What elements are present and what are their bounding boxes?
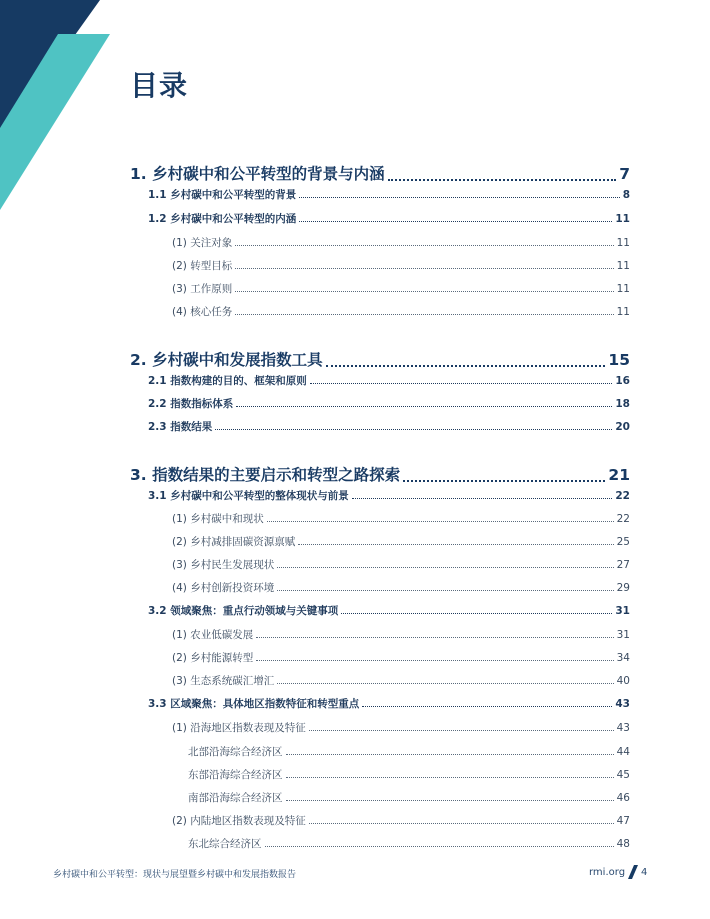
toc-entry-label: 2.1 指数构建的目的、框架和原则 [148,375,307,387]
toc-entry[interactable] [172,258,630,273]
toc-entry-label: 1.1 乡村碳中和公平转型的背景 [148,189,297,201]
footer-page-info [589,865,647,879]
toc-entry-page: 22 [615,490,630,502]
toc-leader-dots [236,406,612,407]
toc-leader-dots [326,365,606,367]
toc-leader-dots [286,754,614,755]
toc-leader-dots [388,179,617,181]
toc-entry[interactable] [172,511,630,526]
toc-entry[interactable] [148,187,630,202]
toc-entry-label: (3) 工作原则 [172,283,233,295]
corner-decoration [0,0,120,215]
toc-entry[interactable] [148,488,630,503]
toc-entry-label: (2) 内陆地区指数表现及特征 [172,815,306,827]
toc-entry[interactable] [130,348,630,370]
toc-entry-label: 1. 乡村碳中和公平转型的背景与内涵 [130,165,385,183]
toc-entry[interactable] [148,396,630,411]
toc-entry[interactable] [148,211,630,226]
toc-entry-label: (1) 关注对象 [172,237,233,249]
toc-entry[interactable] [188,836,630,851]
toc-entry[interactable] [172,650,630,665]
toc-entry[interactable] [148,603,630,618]
toc-entry[interactable] [148,373,630,388]
toc-entry-label: 3.3 区域聚焦：具体地区指数特征和转型重点 [148,698,360,710]
toc-entry-page: 46 [616,792,630,804]
toc-entry[interactable] [130,463,630,485]
toc-entry[interactable] [188,744,630,759]
toc-entry-label: (2) 转型目标 [172,260,233,272]
toc-entry-label: (1) 沿海地区指数表现及特征 [172,722,306,734]
toc-entry[interactable] [188,767,630,782]
slash-icon [628,865,638,879]
toc-entry[interactable] [172,813,630,828]
toc-leader-dots [298,544,613,545]
toc-entry-page: 20 [615,421,630,433]
toc-entry-label: (1) 乡村碳中和现状 [172,513,264,525]
toc-entry-page: 29 [616,582,630,594]
toc-leader-dots [277,683,613,684]
toc-entry[interactable] [130,162,630,184]
toc-entry-label: 东部沿海综合经济区 [188,769,283,781]
toc-entry-page: 11 [616,237,630,249]
toc-entry-label: 3.1 乡村碳中和公平转型的整体现状与前景 [148,490,349,502]
toc-entry[interactable] [148,419,630,434]
toc-entry-page: 31 [615,605,630,617]
toc-entry[interactable] [172,557,630,572]
toc-entry-label: (3) 乡村民生发展现状 [172,559,275,571]
toc-leader-dots [256,660,613,661]
toc-leader-dots [277,567,613,568]
toc-leader-dots [403,480,605,482]
toc-entry-page: 44 [616,746,630,758]
toc-leader-dots [341,613,612,614]
toc-entry-page: 16 [615,375,630,387]
toc-entry-page: 43 [616,722,630,734]
toc-entry[interactable] [172,580,630,595]
toc-entry-label: 南部沿海综合经济区 [188,792,283,804]
toc-entry-page: 15 [608,351,630,369]
toc-entry-label: (2) 乡村能源转型 [172,652,254,664]
toc-leader-dots [235,291,613,292]
toc-entry-page: 34 [616,652,630,664]
toc-entry-page: 11 [615,213,630,225]
toc-entry-label: 3.2 领域聚焦：重点行动领域与关键事项 [148,605,339,617]
toc-leader-dots [215,429,612,430]
toc-leader-dots [267,521,614,522]
toc-entry-page: 22 [616,513,630,525]
page-title: 目录 [130,69,189,102]
toc-leader-dots [286,777,614,778]
toc-entry[interactable] [172,627,630,642]
toc-leader-dots [277,590,613,591]
toc-entry-page: 48 [616,838,630,850]
toc-entry-page: 7 [619,165,630,183]
toc-entry-page: 11 [616,283,630,295]
toc-entry[interactable] [172,281,630,296]
toc-leader-dots [235,245,613,246]
toc-entry-page: 45 [616,769,630,781]
toc-leader-dots [352,498,613,499]
toc-entry[interactable] [172,720,630,735]
toc-entry-page: 43 [615,698,630,710]
toc-entry-label: (1) 农业低碳发展 [172,629,254,641]
toc-leader-dots [235,268,613,269]
toc-leader-dots [362,706,612,707]
toc-leader-dots [309,823,614,824]
toc-entry-page: 31 [616,629,630,641]
toc-leader-dots [286,800,614,801]
toc-leader-dots [299,197,619,198]
toc-leader-dots [235,314,613,315]
toc-entry-page: 11 [616,260,630,272]
toc-entry-page: 40 [616,675,630,687]
toc-entry-label: (2) 乡村减排固碳资源禀赋 [172,536,296,548]
toc-entry-label: 3. 指数结果的主要启示和转型之路探索 [130,466,401,484]
toc-entry-label: 2.3 指数结果 [148,421,213,433]
toc-entry[interactable] [172,235,630,250]
toc-entry-label: 北部沿海综合经济区 [188,746,283,758]
footer-site[interactable]: rmi.org [589,866,626,878]
toc-entry-page: 27 [616,559,630,571]
toc-entry-page: 8 [622,189,630,201]
toc-entry-label: 东北综合经济区 [188,838,262,850]
toc-leader-dots [265,846,614,847]
toc-entry[interactable] [148,696,630,711]
toc-entry[interactable] [172,534,630,549]
toc-entry[interactable] [172,673,630,688]
toc-entry-label: (4) 核心任务 [172,306,233,318]
toc-entry-label: (3) 生态系统碳汇增汇 [172,675,275,687]
toc-entry-label: 1.2 乡村碳中和公平转型的内涵 [148,213,297,225]
footer-report-title: 乡村碳中和公平转型：现状与展望暨乡村碳中和发展指数报告 [53,870,297,880]
toc-entry-label: 2.2 指数指标体系 [148,398,234,410]
toc-entry-page: 18 [615,398,630,410]
toc-entry-page: 25 [616,536,630,548]
footer-page-number: 4 [641,866,648,878]
toc-entry[interactable] [172,304,630,319]
toc-entry[interactable] [188,790,630,805]
toc-entry-page: 11 [616,306,630,318]
toc-entry-page: 21 [608,466,630,484]
toc-entry-label: 2. 乡村碳中和发展指数工具 [130,351,323,369]
toc-entry-page: 47 [616,815,630,827]
toc-entry-label: (4) 乡村创新投资环境 [172,582,275,594]
toc-leader-dots [310,383,613,384]
toc-leader-dots [309,730,614,731]
toc-leader-dots [256,637,613,638]
toc-leader-dots [299,221,612,222]
